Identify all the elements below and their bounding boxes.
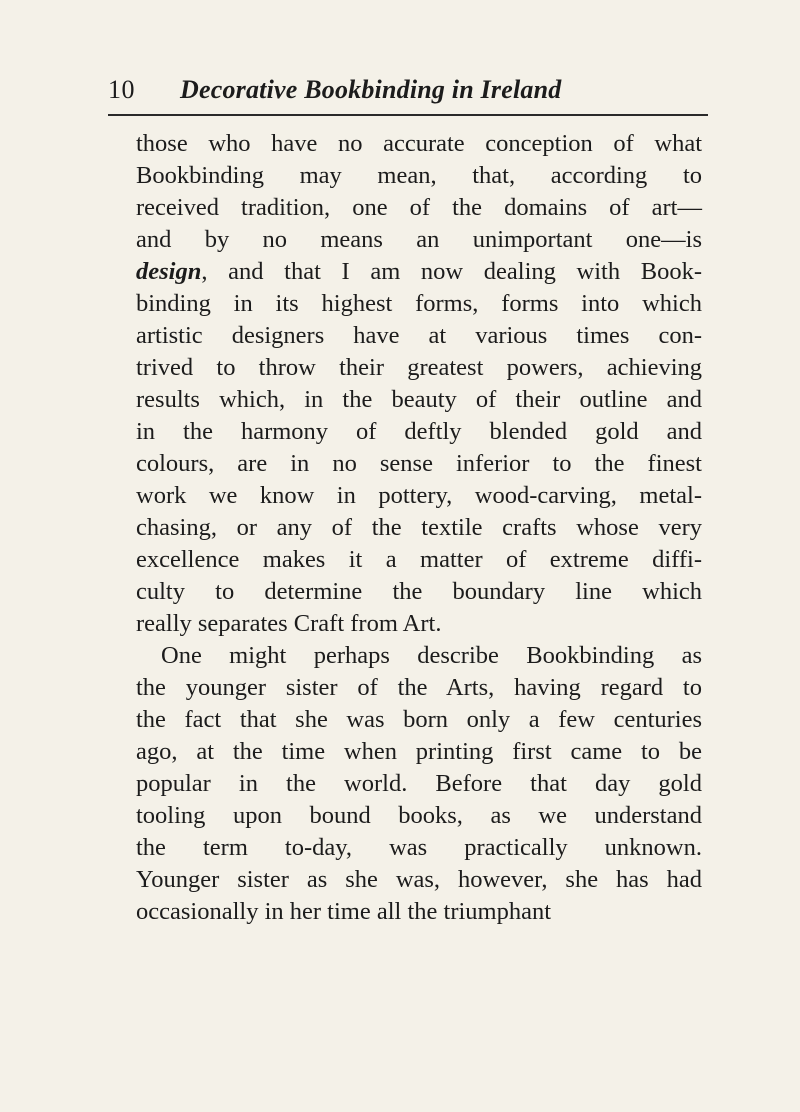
text-line: in the harmony of deftly blended gold and <box>136 418 702 445</box>
text-line: and by no means an unimportant one—is <box>136 226 702 253</box>
text-line: chasing, or any of the textile crafts whose very <box>136 514 702 541</box>
body-text <box>136 128 702 928</box>
text-line: tooling upon bound books, as we understand <box>136 802 702 829</box>
text-line-rest: , and that I am now dealing with Book- <box>201 258 702 285</box>
text-line: the term to-day, was practically unknown. <box>136 834 702 861</box>
text-line: really separates Craft from Art. <box>136 610 442 637</box>
emphasized-word: design <box>136 258 202 285</box>
page-header <box>108 74 715 114</box>
text-line: colours, are in no sense inferior to the finest <box>136 450 702 477</box>
text-line: excellence makes it a matter of extreme diffi- <box>136 546 702 573</box>
text-line: binding in its highest forms, forms into which <box>136 290 702 317</box>
text-line: those who have no accurate conception of what <box>136 130 702 157</box>
text-line: trived to throw their greatest powers, achieving <box>136 354 702 381</box>
page-number: 10 <box>108 75 135 104</box>
text-line: ago, at the time when printing first came to be <box>136 738 702 765</box>
text-line: One might perhaps describe Bookbinding as <box>161 642 702 669</box>
text-line: received tradition, one of the domains of art— <box>136 194 702 221</box>
text-line: the younger sister of the Arts, having regard to <box>136 674 702 701</box>
text-line: popular in the world. Before that day gold <box>136 770 702 797</box>
text-line: work we know in pottery, wood-carving, metal- <box>136 482 702 509</box>
header-rule <box>108 114 708 116</box>
text-line <box>136 256 702 288</box>
running-title: Decorative Bookbinding in Ireland <box>180 75 562 104</box>
text-line: Younger sister as she was, however, she has had <box>136 866 702 893</box>
text-line: the fact that she was born only a few centuries <box>136 706 702 733</box>
text-line: occasionally in her time all the triumphant <box>136 898 552 925</box>
text-line: artistic designers have at various times con- <box>136 322 702 349</box>
text-line: culty to determine the boundary line which <box>136 578 702 605</box>
text-line: results which, in the beauty of their outline and <box>136 386 702 413</box>
text-line: Bookbinding may mean, that, according to <box>136 162 702 189</box>
